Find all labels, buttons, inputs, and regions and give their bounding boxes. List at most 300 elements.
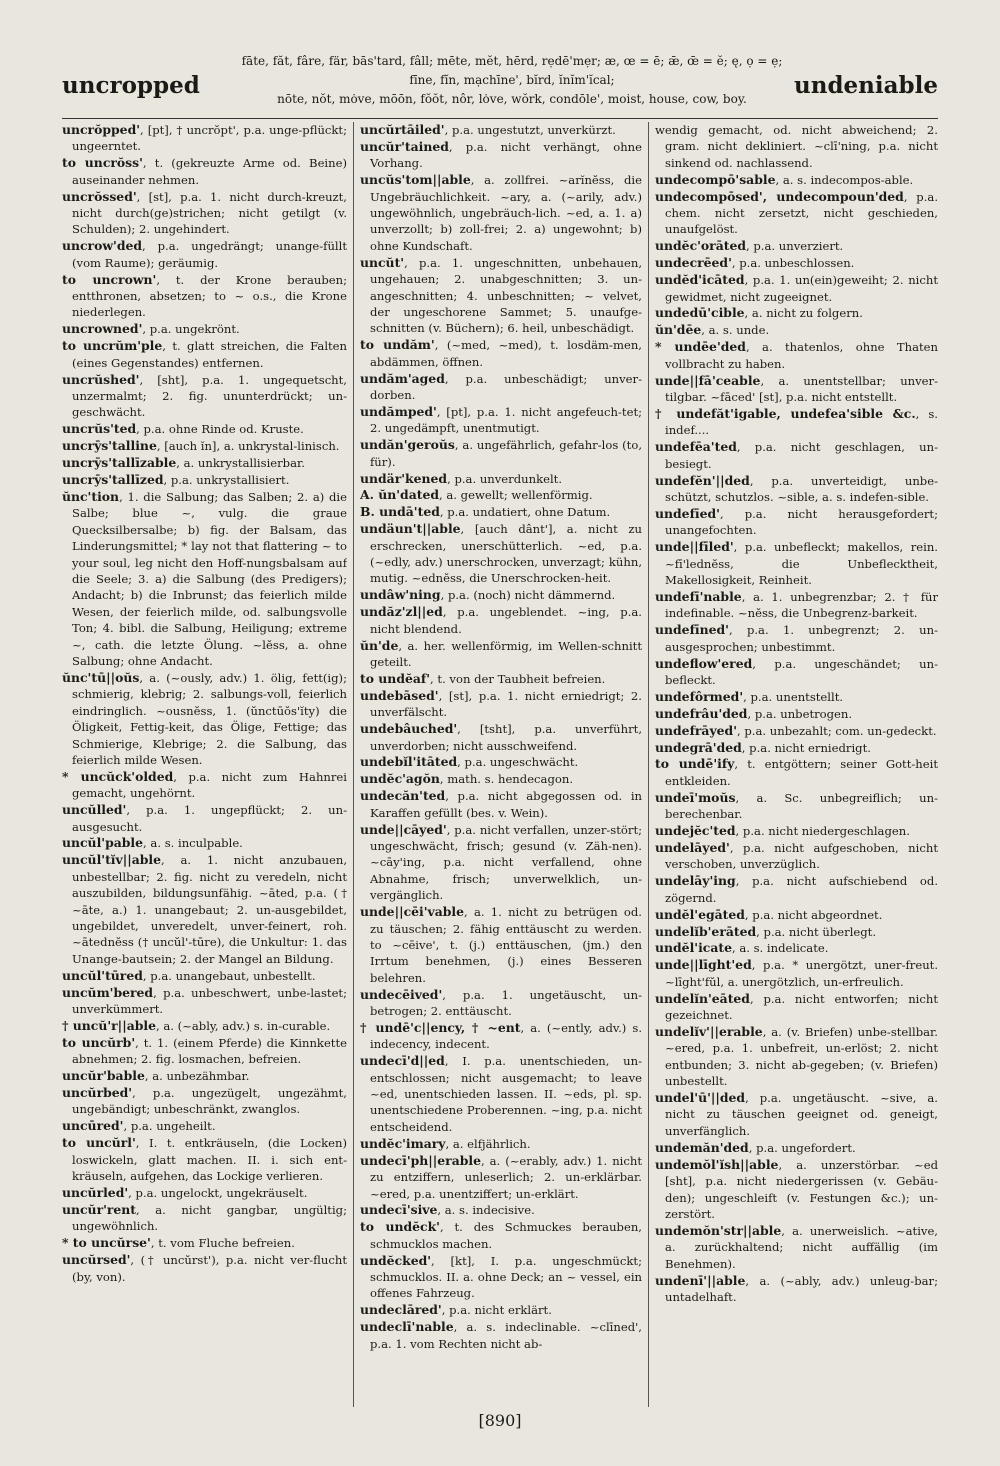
- entry-definition: a. unzerstörbar. ~ed [sht], p.a. nicht niedergerissen (v. Gebäu-den); ungeschleift (v. Festungen &c.); un-zerstört.: [665, 1157, 938, 1221]
- entry-definition: s. indef....: [665, 406, 938, 438]
- dictionary-entry: undăn'geroŭs, a. ungefährlich, gefahr-los (to, für).: [360, 437, 642, 469]
- entry-headword: undecompōsed', undecompoun'ded: [655, 188, 904, 204]
- entry-definition: p.a. ohne Rinde od. Kruste.: [143, 422, 304, 437]
- entry-definition: p.a. chem. nicht zersetzt, nicht geschieden, unaufgelöst.: [665, 189, 938, 237]
- entry-headword: undelāyed': [655, 839, 730, 855]
- entry-definition: t. 1. (einem Pferde) die Kinnkette abnehmen; 2. fig. losmachen, befreien.: [72, 1035, 347, 1067]
- entry-headword: unde||cāyed': [360, 821, 447, 837]
- entry-headword: uncŭlled': [62, 802, 127, 818]
- entry-headword: undeclī'nable: [360, 1319, 454, 1335]
- entry-headword: * undēe'ded: [655, 339, 746, 355]
- dictionary-entry: unde||līght'ed, p.a. * unergötzt, uner-freut. ~līght'fŭl, a. unergötzlich, un-erfreulich.: [655, 957, 938, 989]
- dictionary-entry: undecēived', p.a. 1. ungetäuscht, un-betrogen; 2. enttäuscht.: [360, 986, 642, 1019]
- entry-headword: undecī'ph||erable: [360, 1152, 481, 1168]
- entry-definition: [tsht], p.a. unverführt, unverdorben; nicht ausschweifend.: [370, 722, 642, 753]
- entry-definition: t. glatt streichen, die Falten (eines Gegenstandes) entfernen.: [72, 339, 347, 370]
- entry-headword: A. ŭn'dated: [360, 487, 440, 503]
- dictionary-entry: uncrow'ded, p.a. ungedrängt; unange-füllt (vom Raume); geräumig.: [62, 238, 347, 270]
- entry-definition: p.a. ungekrönt.: [149, 322, 240, 337]
- dictionary-entry: uncŭlled', p.a. 1. ungepflückt; 2. un-ausgesucht.: [62, 802, 347, 834]
- entry-headword: to undĕaf': [360, 670, 431, 686]
- entry-definition: p.a. ungetäuscht. ~sive, a. nicht zu täuschen geeignet od. geneigt, unverfänglich.: [665, 1091, 938, 1138]
- dictionary-entry: undebâuched', [tsht], p.a. unverführt, unverdorben; nicht ausschweifend.: [360, 721, 642, 753]
- dictionary-entry: [655, 122, 938, 171]
- entry-definition: a. unkrystallisierbar.: [183, 456, 305, 471]
- dictionary-entry: to uncrŭm'ple, t. glatt streichen, die Falten (eines Gegenstandes) entfernen.: [62, 338, 347, 370]
- dictionary-entry: to undăm', (~med, ~med), t. losdäm-men, abdämmen, öffnen.: [360, 337, 642, 369]
- entry-definition: a. zollfrei. ~arĭnĕss, die Ungebräuchlichkeit. ~ary, a. (~arily, adv.) ungewöhnlich, ungebräuch-lich. ~ed, a. 1. a) unverzollt; b) zoll-frei; 2. a) ungewohnt; b) ohne Kundschaft.: [370, 173, 642, 253]
- entry-definition: [pt], † uncrŏpt', p.a. unge-pflückt; ungeerntet.: [72, 123, 347, 154]
- entry-headword: undebâuched': [360, 721, 458, 737]
- entry-definition: t. des Schmuckes berauben, schmucklos machen.: [370, 1220, 642, 1251]
- dictionary-entry: uncŭrsed', († uncŭrst'), p.a. nicht ver-flucht (by, von).: [62, 1252, 347, 1284]
- dictionary-entry: to uncŭrb', t. 1. (einem Pferde) die Kinnkette abnehmen; 2. fig. losmachen, befreien.: [62, 1034, 347, 1067]
- entry-headword: undăn'geroŭs: [360, 437, 455, 453]
- entry-definition: a. thatenlos, ohne Thaten vollbracht zu haben.: [665, 340, 938, 371]
- entry-headword: unde||fā'ceable: [655, 372, 761, 388]
- dictionary-entry: undeflow'ered, p.a. ungeschändet; un-befleckt.: [655, 655, 938, 687]
- entry-definition: p.a. ungeschwächt.: [464, 755, 579, 770]
- pronunciation-key: [222, 52, 802, 109]
- entry-headword: to uncŭrl': [62, 1135, 136, 1151]
- dictionary-entry: undejĕc'ted, p.a. nicht niedergeschlagen.: [655, 823, 910, 839]
- dictionary-entry: undefīned', p.a. 1. unbegrenzt; 2. un-ausgesprochen; unbestimmt.: [655, 622, 938, 654]
- entry-definition: a. ungefährlich, gefahr-los (to, für).: [370, 438, 642, 469]
- entry-headword: to undăm': [360, 337, 435, 353]
- entry-definition: t. entgöttern; seiner Gott-heit entkleiden.: [665, 757, 938, 788]
- entry-headword: undefrāyed': [655, 722, 737, 738]
- entry-definition: p.a. unverziert.: [753, 239, 844, 254]
- entry-definition: p.a. 1. ungetäuscht, un-betrogen; 2. enttäuscht.: [370, 987, 642, 1019]
- entry-headword: uncŭl'tĭv||able: [62, 852, 161, 868]
- entry-headword: undel'ū'||ded: [655, 1090, 746, 1106]
- entry-definition: p.a. ungedrängt; unange-füllt (vom Raume); geräumig.: [72, 239, 347, 270]
- dictionary-entry: undelĭn'eāted, p.a. nicht entworfen; nicht gezeichnet.: [655, 990, 938, 1023]
- entry-headword: B. undā'ted: [360, 504, 440, 520]
- entry-headword: uncŭrsed': [62, 1252, 131, 1268]
- entry-headword: undemăn'ded: [655, 1139, 749, 1155]
- entry-headword: uncŭs'tom||able: [360, 172, 471, 188]
- entry-definition: p.a. unbeschädigt; unver-dorben.: [370, 371, 642, 402]
- entry-headword: * uncŭck'olded: [62, 768, 174, 784]
- entry-headword: undĕcked': [360, 1252, 432, 1268]
- entry-definition: p.a. unentstellt.: [750, 689, 844, 704]
- entry-headword: uncrow'ded: [62, 238, 143, 254]
- entry-headword: undefīned': [655, 622, 729, 638]
- entry-definition: a. elfjährlich.: [452, 1136, 531, 1151]
- dictionary-entry: * to uncŭrse', t. vom Fluche befreien.: [62, 1235, 295, 1251]
- entry-definition: a. s. indeclinable. ~clīned', p.a. 1. vom Rechten nicht ab-: [370, 1320, 642, 1351]
- dictionary-entry: ŭn'de, a. her. wellenförmig, im Wellen-schnitt geteilt.: [360, 637, 642, 669]
- entry-headword: undär'kened: [360, 470, 448, 486]
- entry-definition: p.a. unbeschwert, unbe-lastet; unverkümmert.: [72, 985, 347, 1017]
- dictionary-entry: uncrȳs'talline, [auch ĭn], a. unkrystal-linisch.: [62, 438, 340, 454]
- entry-headword: uncrowned': [62, 321, 143, 337]
- dictionary-entry: undebāsed', [st], p.a. 1. nicht erniedrigt; 2. unverfälscht.: [360, 687, 642, 720]
- entry-headword: undelĭn'eāted: [655, 990, 750, 1006]
- entry-headword: to uncrown': [62, 271, 157, 287]
- dictionary-entry: undămped', [pt], p.a. 1. nicht angefeuch-tet; 2. ungedämpft, unentmutigt.: [360, 403, 642, 436]
- entry-definition: p.a. unangebaut, unbestellt.: [150, 968, 316, 983]
- entry-headword: undăz'zl||ed: [360, 604, 443, 620]
- entry-definition: p.a. 1. unbegrenzt; 2. un-ausgesprochen; unbestimmt.: [665, 623, 938, 654]
- dictionary-entry: uncrŏpped', [pt], † uncrŏpt', p.a. unge-pflückt; ungeerntet.: [62, 122, 347, 154]
- entry-headword: uncŭr'bable: [62, 1068, 145, 1084]
- entry-definition: p.a. 1. ungeschnitten, unbehauen, ungehauen; 2. unabgeschnitten; 3. un-angeschnitten; 4. unbeschnitten; ~ velvet, der ungeschorene Sammet; 5. unaufge-schnitten (v. Büchern); 6. heil, unbeschädigt.: [370, 255, 642, 336]
- dictionary-entry: undär'kened, p.a. unverdunkelt.: [360, 470, 563, 486]
- entry-definition: p.a. nicht geschlagen, un-besiegt.: [665, 440, 938, 471]
- entry-definition: I. p.a. unentschieden, un-entschlossen; nicht ausgemacht; to leave ~ed, unentschieden lassen. II. ~eds, pl. sp. unentschiedene Proberennen. ~ing, p.a. nicht entscheidend.: [370, 1054, 642, 1134]
- entry-definition: a. s. indecisive.: [444, 1203, 535, 1218]
- entry-headword: uncrŭshed': [62, 371, 140, 387]
- entry-headword: undecompō'sable: [655, 171, 776, 187]
- entry-definition: p.a. nicht abgeordnet.: [752, 907, 883, 922]
- dictionary-entry: undecī'sive, a. s. indecisive.: [360, 1202, 535, 1218]
- dictionary-entry: undäun't||able, [auch dânt'], a. nicht zu erschrecken, unerschütterlich. ~ed, p.a. (~edly, adv.) unerschrocken, unverzagt; kühn, mutig. ~ednĕss, die Unerschrocken-heit.: [360, 521, 642, 586]
- entry-headword: undecrēed': [655, 255, 732, 271]
- dictionary-entry: undăm'aged, p.a. unbeschädigt; unver-dorben.: [360, 370, 642, 402]
- entry-definition: [st], p.a. 1. nicht erniedrigt; 2. unverfälscht.: [370, 688, 642, 720]
- dictionary-entry: undecī'ph||erable, a. (~erably, adv.) 1. nicht zu entziffern, unleserlich; 2. un-erklärbar. ~ered, p.a. unentziffert; un-erklärt.: [360, 1152, 642, 1201]
- entry-headword: unde||līght'ed: [655, 957, 752, 973]
- entry-headword: undĕl'icate: [655, 940, 732, 956]
- entry-definition: 1. die Salbung; das Salben; 2. a) die Salbe; blue ~, vulg. die graue Quecksilbersalbe; b) fig. der Balsam, das Linderungsmittel; * lay not that flattering ~ to your soul, leg nicht den Hoff-nungsbalsam auf die Seele; 3. a) die Salbung (des Predigers); Andacht; b) die Inbrunst; das feierlich milde Wesen, der feierlich milde, od. salbungsvolle Ton; 4. bibl. die Salbung, Heiligung; extreme ~, cath. die letzte Ölung. ~lĕss, a. ohne Salbung; ohne Andacht.: [72, 489, 347, 668]
- entry-headword: uncŭrtāiled': [360, 122, 445, 137]
- entry-definition: p.a. nicht erniedrigt.: [749, 740, 871, 755]
- entry-definition: p.a. nicht verfallen, unzer-stört; ungeschwächt, frisch; gesund (v. Zäh-nen). ~cāy'ing, p.a. nicht verfallend, ohne Abnahme, frisch; unverwelklich, un-vergänglich.: [370, 822, 642, 903]
- entry-definition: p.a. unbefleckt; makellos, rein. ~fī'lednĕss, die Unbeflecktheit, Makellosigkeit, Reinheit.: [665, 540, 938, 587]
- entry-definition: a. (~ously, adv.) 1. ölig, fett(ig); schmierig, klebrig; 2. salbungs-voll, feierlich eindringlich. ~ousnĕss, 1. (ŭnctūŏs'ĭty) die Öligkeit, Fettig-keit, das Ölige, Fettige; das Schmierige, Klebrige; 2. die Salbung, das feierlich milde Wesen.: [72, 670, 347, 767]
- entry-definition: p.a. * unergötzt, uner-freut. ~līght'fŭl, a. unergötzlich, un-erfreulich.: [665, 958, 938, 989]
- column-middle: [360, 122, 642, 1407]
- entry-headword: undegrā'ded: [655, 739, 742, 755]
- entry-headword: ŭnc'tū||oŭs: [62, 669, 140, 685]
- dictionary-entry: undecompō'sable, a. s. indecompos-able.: [655, 171, 914, 187]
- entry-headword: uncŭr'tained: [360, 138, 449, 154]
- dictionary-entry: to uncŭrl', I. t. entkräuseln, (die Locken) loswickeln, glatt machen. II. i. sich ent-kräuseln, aufgehen, das Lockige verlieren.: [62, 1135, 347, 1184]
- entry-headword: ŭn'de: [360, 637, 399, 653]
- entry-headword: ŭnc'tion: [62, 488, 120, 504]
- dictionary-entry: undâw'ning, p.a. (noch) nicht dämmernd.: [360, 587, 616, 603]
- guide-word-left: uncropped: [62, 72, 200, 99]
- column-right: [655, 122, 938, 1407]
- dictionary-entry: B. undā'ted, p.a. undatiert, ohne Datum.: [360, 504, 611, 520]
- entry-definition: a. (v. Briefen) unbe-stellbar. ~ered, p.a. 1. unbefreit, un-erlöst; 2. nicht entbunden; 3. nicht ab-gegeben; (v. Briefen) unbestellt.: [665, 1024, 938, 1089]
- entry-headword: undĕc'orāted: [655, 238, 746, 254]
- dictionary-entry: A. ŭn'dated, a. gewellt; wellenförmig.: [360, 487, 593, 503]
- dictionary-entry: uncrŭshed', [sht], p.a. 1. ungequetscht, unzermalmt; 2. fig. ununterdrückt; un-geschwächt.: [62, 371, 347, 420]
- entry-definition: wendig gemacht, od. nicht abweichend; 2. gram. nicht dekliniert. ~clī'ning, p.a. nicht sinkend od. nachlassend.: [655, 123, 938, 170]
- dictionary-entry: undefĕn'||ded, p.a. unverteidigt, unbe-schützt, schutzlos. ~sible, a. s. indefen-sible.: [655, 472, 938, 504]
- entry-headword: unde||fīled': [655, 539, 734, 555]
- dictionary-entry: uncŭrbed', p.a. ungezügelt, ungezähmt, ungebändigt; unbeschränkt, zwanglos.: [62, 1085, 347, 1117]
- entry-headword: to uncrŭm'ple: [62, 338, 163, 354]
- entry-headword: uncrŏssed': [62, 188, 137, 204]
- dictionary-entry: undel'ū'||ded, p.a. ungetäuscht. ~sive, a. nicht zu täuschen geeignet od. geneigt, unverfänglich.: [655, 1090, 938, 1138]
- dictionary-entry: undecăn'ted, p.a. nicht abgegossen od. in Karaffen gefüllt (bes. v. Wein).: [360, 788, 642, 820]
- pronunciation-key-line: fāte, făt, fâre, fär, bās'tard, fâll; mēte, mĕt, hērd, rẹdē'mẹr; æ, œ = ē; ǣ, œ̄ = ĕ; ę, ọ = ẹ;: [241, 54, 783, 68]
- entry-definition: [sht], p.a. 1. ungequetscht, unzermalmt; 2. fig. ununterdrückt; un-geschwächt.: [72, 372, 347, 420]
- entry-headword: * to uncŭrse': [62, 1235, 151, 1251]
- entry-definition: a. s. indecompos-able.: [782, 172, 914, 187]
- dictionary-entry: undecrēed', p.a. unbeschlossen.: [655, 255, 855, 271]
- entry-definition: p.a. nicht aufschiebend od. zögernd.: [665, 874, 938, 905]
- page-header: [62, 52, 938, 112]
- entry-headword: uncrȳs'tallīzed: [62, 472, 164, 488]
- dictionary-entry: uncŭs'tom||able, a. zollfrei. ~arĭnĕss, die Ungebräuchlichkeit. ~ary, a. (~arily, adv.) ungewöhnlich, ungebräuch-lich. ~ed, a. 1. a) unverzollt; b) zoll-frei; 2. a) ungewohnt; b) ohne Kundschaft.: [360, 172, 642, 253]
- entry-headword: undedū'cible: [655, 305, 745, 321]
- dictionary-entry: uncŭr'rent, a. nicht gangbar, ungültig; ungewöhnlich.: [62, 1201, 347, 1234]
- dictionary-entry: undedū'cible, a. nicht zu folgern.: [655, 305, 863, 321]
- dictionary-entry: uncŭr'tained, p.a. nicht verhängt, ohne Vorhang.: [360, 138, 642, 171]
- entry-definition: p.a. unkrystallisiert.: [170, 473, 290, 488]
- dictionary-entry: undĕc'imary, a. elfjährlich.: [360, 1135, 531, 1151]
- entry-headword: to undē'ify: [655, 756, 735, 772]
- dictionary-entry: uncŭt', p.a. 1. ungeschnitten, unbehauen, ungehauen; 2. unabgeschnitten; 3. un-angeschnitten; 4. unbeschnitten; ~ velvet, der ungeschorene Sammet; 5. unaufge-schnitten (v. Büchern); 6. heil, unbeschädigt.: [360, 254, 642, 336]
- entry-definition: p.a. unverdunkelt.: [454, 471, 563, 486]
- entry-definition: t. vom Fluche befreien.: [158, 1236, 295, 1251]
- dictionary-entry: undĕd'icāted, p.a. 1. un(ein)geweiht; 2. nicht gewidmet, nicht zugeeignet.: [655, 272, 938, 304]
- dictionary-entry: uncŭl'tūred, p.a. unangebaut, unbestellt.: [62, 967, 316, 983]
- dictionary-entry: undegrā'ded, p.a. nicht erniedrigt.: [655, 739, 871, 755]
- dictionary-entry: undĕc'agŏn, math. s. hendecagon.: [360, 771, 574, 787]
- entry-definition: a. gewellt; wellenförmig.: [446, 488, 593, 503]
- entry-definition: p.a. ungeblendet. ~ing, p.a. nicht blendend.: [370, 605, 642, 636]
- entry-headword: undĕc'imary: [360, 1135, 446, 1151]
- entry-headword: uncrȳs'talline: [62, 438, 157, 454]
- column-divider: [648, 122, 649, 1407]
- entry-headword: undemŏl'ĭsh||able: [655, 1156, 779, 1172]
- entry-headword: uncrŭs'ted: [62, 421, 137, 437]
- entry-definition: p.a. nicht zum Hahnrei gemacht, ungehörnt.: [72, 769, 347, 801]
- pronunciation-key-line: nōte, nŏt, mȯve, mōōn, fŏŏt, nôr, lȯve, wŏrk, condōle', moist, house, cow, boy.: [277, 92, 747, 106]
- entry-headword: undefĕn'||ded: [655, 472, 750, 488]
- entry-definition: a. unbezähmbar.: [152, 1069, 250, 1084]
- entry-definition: p.a. nicht entworfen; nicht gezeichnet.: [665, 991, 938, 1023]
- entry-definition: a. s. unde.: [708, 323, 770, 338]
- dictionary-entry: undĕl'icate, a. s. indelicate.: [655, 940, 829, 956]
- entry-definition: t. (gekreuzte Arme od. Beine) auseinander nehmen.: [72, 156, 347, 187]
- entry-definition: p.a. unbezahlt; com. un-gedeckt.: [744, 723, 937, 738]
- entry-definition: p.a. nicht aufgeschoben, nicht verschoben, unverzüglich.: [665, 840, 938, 872]
- entry-definition: a. unerweislich. ~ative, a. zurückhaltend; nicht auffällig (im Benehmen).: [665, 1223, 938, 1271]
- entry-definition: p.a. nicht herausgefordert; unangefochten.: [665, 506, 938, 538]
- dictionary-entry: uncrȳs'tallīzable, a. unkrystallisierbar.: [62, 455, 305, 471]
- dictionary-entry: unde||fā'ceable, a. unentstellbar; unver-tilgbar. ~fāced' [st], p.a. nicht entstellt.: [655, 372, 938, 404]
- dictionary-entry: undemŏn'str||able, a. unerweislich. ~ative, a. zurückhaltend; nicht auffällig (im Benehmen).: [655, 1222, 938, 1271]
- dictionary-entry: undefēa'ted, p.a. nicht geschlagen, un-besiegt.: [655, 439, 938, 471]
- entry-headword: undefī'nable: [655, 588, 742, 604]
- dictionary-entry: uncŭm'bered, p.a. unbeschwert, unbe-lastet; unverkümmert.: [62, 984, 347, 1017]
- entry-definition: a. unentstellbar; unver-tilgbar. ~fāced' [st], p.a. nicht entstellt.: [665, 373, 938, 404]
- entry-headword: to uncrŏss': [62, 155, 143, 171]
- dictionary-entry: undĕc'orāted, p.a. unverziert.: [655, 238, 844, 254]
- dictionary-entry: uncrŭs'ted, p.a. ohne Rinde od. Kruste.: [62, 421, 304, 437]
- dictionary-entry: to uncrown', t. der Krone berauben; entthronen, absetzen; to ~ o.s., die Krone niederlegen.: [62, 271, 347, 320]
- dictionary-entry: to uncrŏss', t. (gekreuzte Arme od. Beine) auseinander nehmen.: [62, 155, 347, 187]
- dictionary-entry: † undē'c||ency, † ~ent, a. (~ently, adv.) s. indecency, indecent.: [360, 1019, 642, 1052]
- entry-definition: p.a. unverteidigt, unbe-schützt, schutzlos. ~sible, a. s. indefen-sible.: [665, 473, 938, 504]
- entry-definition: p.a. nicht überlegt.: [763, 924, 877, 939]
- dictionary-entry: unde||cēi'vable, a. 1. nicht zu betrügen od. zu täuschen; 2. fähig enttäuscht zu werden. to ~cēive', t. (j.) enttäuschen, (jm.) den Irrtum benehmen, (j.) eines Besseren belehren.: [360, 904, 642, 985]
- dictionary-entry: uncrŏssed', [st], p.a. 1. nicht durch-kreuzt, nicht durch(ge)strichen; nicht getilgt (v. Schulden); 2. ungehindert.: [62, 188, 347, 237]
- entry-headword: undecēived': [360, 986, 443, 1002]
- dictionary-entry: undĕl'egāted, p.a. nicht abgeordnet.: [655, 906, 883, 922]
- entry-headword: uncŭl'tūred: [62, 967, 143, 983]
- entry-headword: undelāy'ing: [655, 873, 736, 889]
- dictionary-entry: uncūred', p.a. ungeheilt.: [62, 1118, 216, 1134]
- dictionary-entry: * undēe'ded, a. thatenlos, ohne Thaten vollbracht zu haben.: [655, 339, 938, 371]
- entry-definition: a. s. inculpable.: [150, 836, 243, 851]
- entry-headword: undâw'ning: [360, 587, 441, 603]
- entry-headword: uncŭrled': [62, 1185, 129, 1200]
- entry-headword: undefēa'ted: [655, 439, 737, 455]
- entry-definition: p.a. nicht abgegossen od. in Karaffen gefüllt (bes. v. Wein).: [370, 789, 642, 820]
- entry-definition: p.a. ungeheilt.: [130, 1119, 216, 1134]
- entry-headword: uncrŏpped': [62, 122, 141, 137]
- entry-definition: p.a. 1. un(ein)geweiht; 2. nicht gewidmet, nicht zugeeignet.: [665, 273, 938, 304]
- entry-definition: t. der Krone berauben; entthronen, absetzen; to ~ o.s., die Krone niederlegen.: [72, 272, 347, 320]
- entry-headword: to uncŭrb': [62, 1034, 136, 1050]
- entry-definition: [st], p.a. 1. nicht durch-kreuzt, nicht durch(ge)strichen; nicht getilgt (v. Schulden); 2. ungehindert.: [72, 189, 347, 237]
- dictionary-entry: undecompōsed', undecompoun'ded, p.a. chem. nicht zersetzt, nicht geschieden, unaufgelöst.: [655, 188, 938, 237]
- entry-headword: undeclāred': [360, 1302, 442, 1318]
- entry-definition: I. t. entkräuseln, (die Locken) loswickeln, glatt machen. II. i. sich ent-kräuseln, aufgehen, das Lockige verlieren.: [72, 1136, 347, 1184]
- entry-definition: p.a. unbetrogen.: [754, 706, 853, 721]
- entry-headword: to undĕck': [360, 1219, 440, 1235]
- entry-definition: p.a. unbeschlossen.: [739, 256, 855, 271]
- entry-definition: a. (~ably, adv.) unleug-bar; untadelhaft.: [665, 1273, 938, 1304]
- entry-definition: p.a. undatiert, ohne Datum.: [447, 505, 611, 520]
- dictionary-entry: undelāy'ing, p.a. nicht aufschiebend od. zögernd.: [655, 873, 938, 905]
- dictionary-entry: uncrȳs'tallīzed, p.a. unkrystallisiert.: [62, 472, 290, 488]
- entry-headword: undeī'moŭs: [655, 789, 736, 805]
- entry-headword: uncūred': [62, 1118, 124, 1134]
- dictionary-entry: undĕcked', [kt], I. p.a. ungeschmückt; schmucklos. II. a. ohne Deck; an ~ vessel, ein offenes Fahrzeug.: [360, 1252, 642, 1301]
- entry-headword: undĕd'icāted: [655, 272, 745, 288]
- dictionary-entry: undelĭv'||erable, a. (v. Briefen) unbe-stellbar. ~ered, p.a. 1. unbefreit, un-erlöst; 2. nicht entbunden; 3. nicht ab-gegeben; (v. Briefen) unbestellt.: [655, 1023, 938, 1089]
- entry-definition: p.a. nicht erklärt.: [449, 1303, 552, 1318]
- entry-definition: a. nicht zu folgern.: [751, 306, 863, 321]
- entry-definition: a. 1. nicht zu betrügen od. zu täuschen; 2. fähig enttäuscht zu werden. to ~cēive', t. (j.) enttäuschen, (jm.) den Irrtum benehmen, (j.) eines Besseren belehren.: [370, 905, 642, 985]
- entry-headword: uncŭt': [360, 254, 405, 270]
- entry-headword: undecī'd||ed: [360, 1053, 445, 1069]
- entry-definition: [kt], I. p.a. ungeschmückt; schmucklos. II. a. ohne Deck; an ~ vessel, ein offenes Fahrzeug.: [370, 1253, 642, 1301]
- dictionary-entry: undefôrmed', p.a. unentstellt.: [655, 688, 844, 704]
- dictionary-entry: * uncŭck'olded, p.a. nicht zum Hahnrei gemacht, ungehörnt.: [62, 768, 347, 801]
- dictionary-entry: undefrâu'ded, p.a. unbetrogen.: [655, 705, 853, 721]
- guide-word-right: undeniable: [794, 72, 938, 99]
- entry-headword: undefīed': [655, 505, 720, 521]
- entry-headword: uncŭm'bered: [62, 984, 154, 1000]
- dictionary-entry: undeī'moŭs, a. Sc. unbegreiflich; un-berechenbar.: [655, 789, 938, 822]
- entry-headword: undeflow'ered: [655, 655, 753, 671]
- page-number: [890]: [478, 1411, 522, 1430]
- entry-definition: p.a. ungezügelt, ungezähmt, ungebändigt; unbeschränkt, zwanglos.: [72, 1086, 347, 1117]
- entry-headword: undelĭb'erāted: [655, 923, 757, 939]
- entry-definition: p.a. ungeschändet; un-befleckt.: [665, 656, 938, 687]
- entry-headword: uncrȳs'tallīzable: [62, 455, 177, 471]
- entry-headword: † uncŭ'r||able: [62, 1017, 156, 1033]
- dictionary-entry: ŭn'dēe, a. s. unde.: [655, 322, 770, 338]
- entry-headword: undemŏn'str||able: [655, 1222, 782, 1238]
- dictionary-entry: uncŭl'pable, a. s. inculpable.: [62, 835, 243, 851]
- entry-definition: [auch dânt'], a. nicht zu erschrecken, unerschütterlich. ~ed, p.a. (~edly, adv.) unerschrocken, unverzagt; kühn, mutig. ~ednĕss, die Unerschrocken-heit.: [370, 522, 642, 586]
- entry-headword: undefrâu'ded: [655, 705, 748, 721]
- column-divider: [353, 122, 354, 1407]
- dictionary-entry: unde||fīled', p.a. unbefleckt; makellos, rein. ~fī'lednĕss, die Unbeflecktheit, Makellosigkeit, Reinheit.: [655, 539, 938, 587]
- dictionary-entry: undemŏl'ĭsh||able, a. unzerstörbar. ~ed [sht], p.a. nicht niedergerissen (v. Gebäu-den); ungeschleift (v. Festungen &c.); un-zerstört.: [655, 1156, 938, 1221]
- entry-headword: uncŭl'pable: [62, 835, 144, 851]
- entry-headword: undăm'aged: [360, 370, 445, 386]
- dictionary-entry: to undĕck', t. des Schmuckes berauben, schmucklos machen.: [360, 1219, 642, 1251]
- dictionary-entry: undemăn'ded, p.a. ungefordert.: [655, 1139, 856, 1155]
- entry-definition: p.a. ungestutzt, unverkürzt.: [451, 123, 616, 137]
- dictionary-entry: † undefăt'igable, undefea'sible &c., s. indef....: [655, 405, 938, 438]
- entry-headword: ŭn'dēe: [655, 322, 702, 338]
- entry-definition: a. (~ently, adv.) s. indecency, indecent.: [370, 1020, 642, 1052]
- entry-headword: undejĕc'ted: [655, 823, 736, 839]
- entry-headword: undămped': [360, 403, 437, 419]
- dictionary-entry: undefīed', p.a. nicht herausgefordert; unangefochten.: [655, 505, 938, 538]
- entry-headword: unde||cēi'vable: [360, 904, 464, 920]
- entry-headword: undenī'||able: [655, 1272, 746, 1288]
- dictionary-entry: undecī'd||ed, I. p.a. unentschieden, un-entschlossen; nicht ausgemacht; to leave ~ed, unentschieden lassen. II. ~eds, pl. sp. unentschiedene Proberennen. ~ing, p.a. nicht entscheidend.: [360, 1053, 642, 1134]
- entry-definition: a. (~erably, adv.) 1. nicht zu entziffern, unleserlich; 2. un-erklärbar. ~ered, p.a. unentziffert; un-erklärt.: [370, 1153, 642, 1201]
- entry-definition: [auch ĭn], a. unkrystal-linisch.: [164, 439, 340, 454]
- entry-definition: p.a. ungefordert.: [756, 1140, 856, 1155]
- entry-headword: undelĭv'||erable: [655, 1023, 763, 1039]
- entry-definition: a. 1. nicht anzubauen, unbestellbar; 2. fig. nicht zu veredeln, nicht auszubilden, bildungsunfähig. ~āted, p.a. († ~āte, a.) 1. unangebaut; 2. un-ausgebildet, ungebildet, unveredelt, unver-feinert, roh. ~ātednĕss († uncŭl'-tūre), die Unkultur: 1. das Unange-bautsein; 2. der Mangel an Bildung.: [72, 853, 347, 966]
- dictionary-entry: undeclāred', p.a. nicht erklärt.: [360, 1302, 552, 1318]
- entry-headword: undĕl'egāted: [655, 906, 745, 922]
- pronunciation-key-line: fīne, fĭn, mạchīne', bĭrd, ĭnĭm'ĭcal;: [409, 73, 615, 87]
- entry-definition: p.a. (noch) nicht dämmernd.: [447, 588, 616, 603]
- dictionary-entry: undelāyed', p.a. nicht aufgeschoben, nicht verschoben, unverzüglich.: [655, 839, 938, 872]
- dictionary-entry: uncŭrled', p.a. ungelockt, ungekräuselt.: [62, 1185, 308, 1200]
- entry-definition: a. (~ably, adv.) s. in-curable.: [163, 1018, 331, 1033]
- entry-headword: undebĭl'itāted: [360, 754, 458, 770]
- entry-definition: [pt], p.a. 1. nicht angefeuch-tet; 2. ungedämpft, unentmutigt.: [370, 404, 642, 436]
- entry-definition: († uncŭrst'), p.a. nicht ver-flucht (by, von).: [72, 1253, 347, 1284]
- entry-definition: a. nicht gangbar, ungültig; ungewöhnlich.: [72, 1202, 347, 1234]
- entry-definition: p.a. nicht niedergeschlagen.: [742, 824, 910, 839]
- entry-headword: † undē'c||ency, † ~ent: [360, 1019, 521, 1035]
- entry-headword: uncŭrbed': [62, 1085, 133, 1101]
- dictionary-entry: undefrāyed', p.a. unbezahlt; com. un-gedeckt.: [655, 722, 937, 738]
- entry-headword: undecăn'ted: [360, 788, 446, 804]
- dictionary-entry: undăz'zl||ed, p.a. ungeblendet. ~ing, p.a. nicht blendend.: [360, 604, 642, 636]
- dictionary-entry: unde||cāyed', p.a. nicht verfallen, unzer-stört; ungeschwächt, frisch; gesund (v. Zäh-nen). ~cāy'ing, p.a. nicht verfallend, ohne Abnahme, frisch; unverwelklich, un-vergänglich.: [360, 821, 642, 903]
- entry-headword: undĕc'agŏn: [360, 771, 440, 787]
- entry-headword: † undefăt'igable, undefea'sible &c.: [655, 405, 916, 421]
- dictionary-entry: undenī'||able, a. (~ably, adv.) unleug-bar; untadelhaft.: [655, 1272, 938, 1304]
- entry-definition: t. von der Taubheit befreien.: [437, 671, 606, 686]
- entry-definition: a. 1. unbegrenzbar; 2. † für indefinable. ~nĕss, die Unbegrenz-barkeit.: [665, 589, 938, 621]
- entry-definition: a. her. wellenförmig, im Wellen-schnitt geteilt.: [370, 638, 642, 669]
- entry-definition: p.a. ungelockt, ungekräuselt.: [135, 1186, 308, 1200]
- dictionary-entry: uncrowned', p.a. ungekrönt.: [62, 321, 240, 337]
- entry-definition: a. Sc. unbegreiflich; un-berechenbar.: [665, 790, 938, 822]
- entry-definition: math. s. hendecagon.: [447, 772, 574, 787]
- dictionary-entry: undelĭb'erāted, p.a. nicht überlegt.: [655, 923, 877, 939]
- header-rule: [62, 118, 938, 119]
- dictionary-entry: ŭnc'tū||oŭs, a. (~ously, adv.) 1. ölig, fett(ig); schmierig, klebrig; 2. salbungs-voll, feierlich eindringlich. ~ousnĕss, 1. (ŭnctūŏs'ĭty) die Öligkeit, Fettig-keit, das Ölige, Fettige; das Schmierige, Klebrige; 2. die Salbung, das feierlich milde Wesen.: [62, 669, 347, 767]
- dictionary-entry: uncŭrtāiled', p.a. ungestutzt, unverkürzt.: [360, 122, 616, 137]
- entry-headword: undäun't||able: [360, 521, 461, 537]
- entry-definition: p.a. 1. ungepflückt; 2. un-ausgesucht.: [72, 803, 347, 834]
- dictionary-entry: undebĭl'itāted, p.a. ungeschwächt.: [360, 754, 579, 770]
